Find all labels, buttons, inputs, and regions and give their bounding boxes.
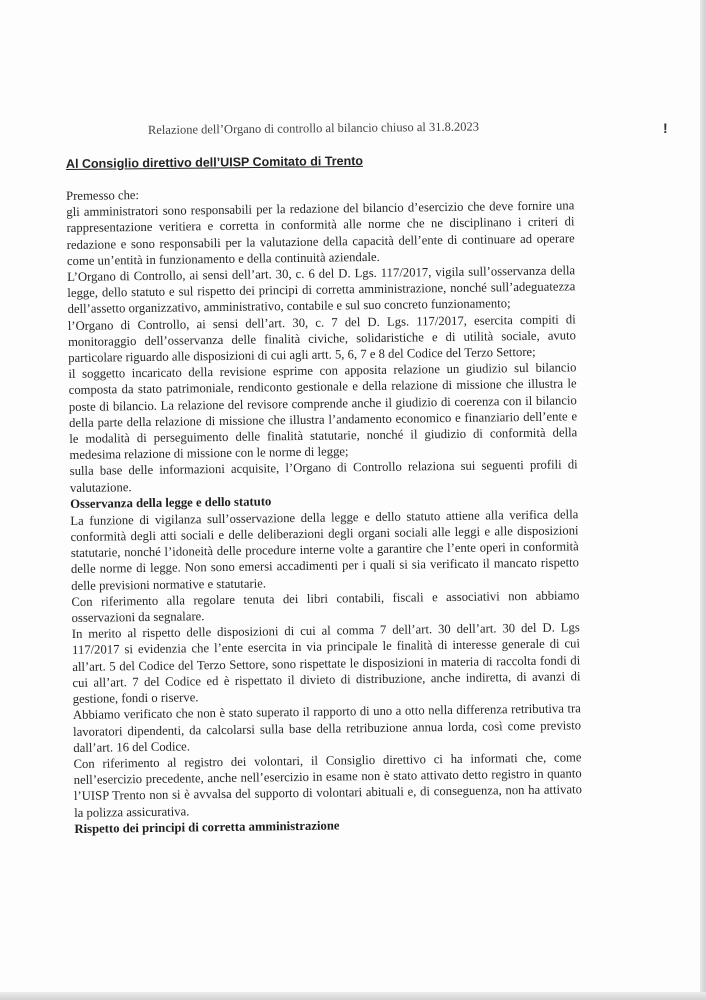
paragraph: sulla base delle informazioni acquisite, l’Organo di Controllo relaziona sui seguenti profili di valutazione. xyxy=(69,457,578,495)
paragraph: il soggetto incaricato della revisione esprime con apposita relazione un giudizio sul bilancio composta da stato patrimoniale, rendiconto gestionale e della relazione di missione che illustra le poste di bilancio. La relazione del revisore comprende anche il giudizio di coerenza con il bilancio della parte della relazione di missione che illustra l’andamento economico e finanziario dell’ente e le modalità di perseguimento delle finalità statutarie, nonché il giudizio di conformità della medesima relazione di missione con le norme di legge; xyxy=(68,360,578,463)
addressee-heading: Al Consiglio direttivo dell’UISP Comitato di Trento xyxy=(65,153,364,171)
page-edge-shadow xyxy=(700,0,706,1000)
corner-mark: ! xyxy=(663,120,668,136)
paragraph: Abbiamo verificato che non è stato superato il rapporto di uno a otto nella differenza retributiva tra lavoratori dipendenti, da calcolarsi sulla base della retribuzione annua lorda, così come previsto dall’art. 16 del Codice. xyxy=(72,701,582,755)
paragraph: L’Organo di Controllo, ai sensi dell’art. 30, c. 6 del D. Lgs. 117/2017, vigila sull’osservanza della legge, dello statuto e sul rispetto dei principi di corretta amministrazione, nonché sull’adeguatezza dell’assetto organizzativo, amministrativo, contabile e sul suo concreto funzionamento; xyxy=(67,263,576,317)
intro-line: Premesso che: xyxy=(66,188,140,203)
page-bottom-shadow xyxy=(0,992,706,1000)
paragraph: l’Organo di Controllo, ai sensi dell’art. 30, c. 7 del D. Lgs. 117/2017, esercita compiti di monitoraggio dell’osservanza delle finalità civiche, solidaristiche e di utilità sociale, avuto particolare riguardo alle disposizioni di cui agli artt. 5, 6, 7 e 8 del Codice del Terzo Settore; xyxy=(67,311,577,366)
document-title: Relazione dell’Organo di controllo al bilancio chiuso al 31.8.2023 xyxy=(147,119,480,137)
section-title-osservanza: Osservanza della legge e dello statuto xyxy=(70,494,272,511)
paragraph: gli amministratori sono responsabili per la redazione del bilancio d’esercizio che deve fornire una rappresentazione veritiera e corretta in conformità alle norme che ne disciplinano i criteri di redazione e sono responsabili per la valutazione della capacità dell’ente di continuare ad operare come un’entità in funzionamento e della continuità aziendale. xyxy=(66,198,575,268)
paragraph: Con riferimento al registro dei volontari, il Consiglio direttivo ci ha informati che, come nell’esercizio precedente, anche nell’esercizio in esame non è stato attivato detto registro in quanto l’UISP Trento non si è avvalsa del supporto di volontari abituali e, di conseguenza, non ha attivato la polizza assicurativa. xyxy=(73,750,583,820)
document-body xyxy=(66,181,582,837)
paragraph: In merito al rispetto delle disposizioni di cui al comma 7 dell’art. 30 dell’art. 30 del D. Lgs 117/2017 si evidenzia che l’ente esercita in via principale le finalità di interesse generale di cui all’art. 5 del Codice del Terzo Settore, sono rispettate le disposizioni in materia di raccolta fondi di cui all’art. 7 del Codice ed è rispettato il divieto di distribuzione, anche indiretta, di avanzi di gestione, fondi o riserve. xyxy=(71,620,581,707)
paragraph: Con riferimento alla regolare tenuta dei libri contabili, fiscali e associativi non abbiamo osservazioni da segnalare. xyxy=(71,588,580,626)
section-title-corretta-amministrazione: Rispetto dei principi di corretta amministrazione xyxy=(74,818,340,836)
paragraph: La funzione di vigilanza sull’osservazione della legge e dello statuto attiene alla verifica della conformità degli atti sociali e delle deliberazioni degli organi sociali alle leggi e alle disposizioni statutarie, nonché l’idoneità delle procedure interne volte a garantire che l’ente operi in conformità delle norme di legge. Non sono emersi accadimenti per i quali si sia verificato il mancato rispetto delle previsioni normative e statutarie. xyxy=(70,507,580,593)
